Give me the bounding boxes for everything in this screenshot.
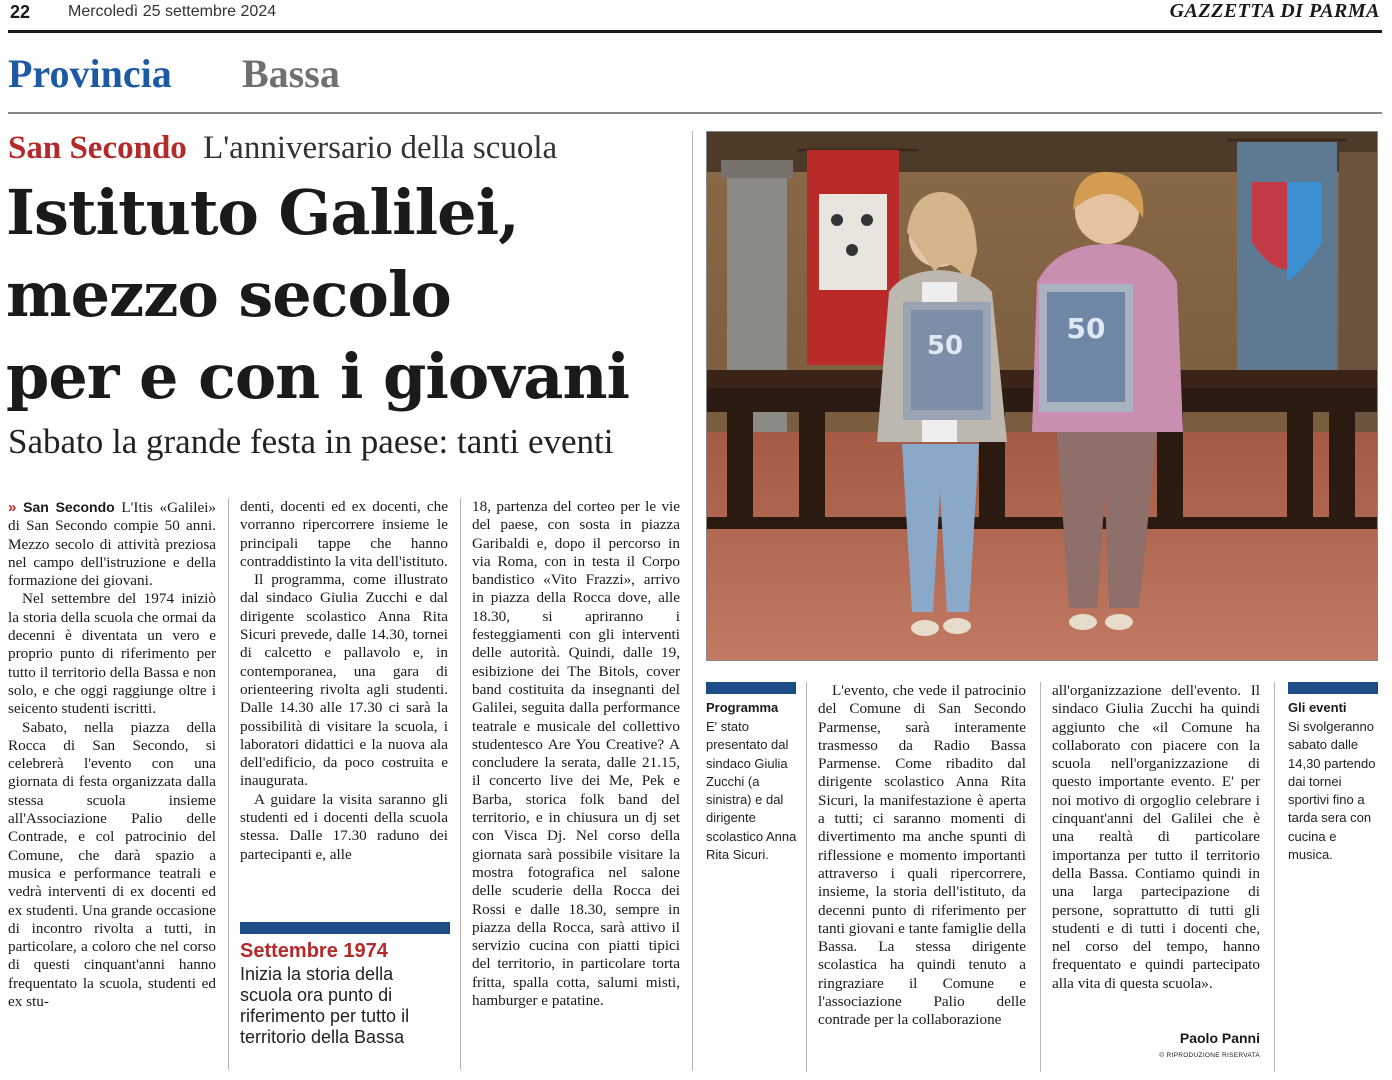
factbox-bar [240,922,450,934]
section-sub: Bassa [242,51,340,96]
article-paragraph: Sabato, nella piazza della Rocca di San Secondo, si celebrerà l'evento con una giornata di festa organizzata dalla stessa scuola insieme all'Associazione Palio delle Contrade, e col patrocinio del Comune, che darà spazio a musica e performance teatrali e vedrà interventi di ex docenti ed ex studenti. Una grande occasione di incontro rivolta a tutti, in particolare, a coloro che nel corso di questi cinquant'anni hanno frequentato la scuola, studenti ed ex stu- [8,718,216,1011]
photo-illustration [707,132,1378,661]
headline-line: per e con i giovani [6,340,630,413]
headline-line: Istituto Galilei, [6,176,519,249]
issue-date: Mercoledì 25 settembre 2024 [68,3,277,20]
column-divider [1274,682,1275,1072]
caption-title: Programma [706,700,779,715]
column-divider [692,131,693,1071]
factbox-title: Settembre 1974 [240,940,388,962]
article-paragraph: Il programma, come illustrato dal sindaco Giulia Zucchi e dal dirigente scolastico Anna Rita Sicuri prevede, dalle 14.30, tornei di calcetto e pallavolo e, in contemporanea, una gara di orienteering rivolta agli studenti. Dalle 14.30 alle 17.30 ci sarà la possibilità di visitare la scuola, i laboratori didattici e la nuova ala dell'edificio, da poco costruita e inaugurata. [240,571,448,790]
column-divider [460,498,461,1070]
headline-line: mezzo secolo [6,258,451,331]
article-column-3 [472,498,680,1073]
kicker-topic: L'anniversario della scuola [203,130,558,166]
article-paragraph: all'organizzazione dell'evento. Il sindaco Giulia Zucchi ha quindi aggiunto che «il Comune ha collaborato con piacere con la scuola nell'organizzazione di questo importante evento. E' per noi motivo di orgoglio celebrare i cinquant'anni del Galilei che è una realtà di particolare importanza per tutto il territorio della Bassa. Contiamo quindi in una larga partecipazione di persone, soprattutto di tutti gli studenti e di tutti i docenti che, nel corso del tempo, hanno frequentato e quindi partecipato alla vita di questa scuola». [1052,682,1260,992]
lead-mark: » [8,499,17,516]
sidebar-title: Gli eventi [1288,700,1347,715]
kicker [8,130,557,167]
copyright-note: © RIPRODUZIONE RISERVATA [1159,1052,1260,1059]
section-header [8,50,340,97]
article-photo [706,131,1378,661]
article-paragraph: Nel settembre del 1974 iniziò la storia della scuola che ormai da decenni è diventata un vero e proprio punto di riferimento per tutto il territorio della Bassa e non solo, e che oggi raggiunge oltre i seicento studenti iscritti. [8,590,216,718]
factbox-text: Inizia la storia della scuola ora punto di riferimento per tutto il territorio della Bassa [240,964,410,1047]
article-paragraph: 18, partenza del corteo per le vie del paese, con sosta in piazza Garibaldi e, dopo il percorso in via Roma, con in testa il Corpo bandistico «Vito Frazzi», arrivo in piazza della Rocca dove, alle 18.30, si apriranno i festeggiamenti con gli interventi delle autorità. Quindi, dalle 19, esibizione dei The Bitols, cover band costituita da insegnanti del Galilei, seguita dalla performance teatrale e musicale del collettivo studentesco Are You Creative? A concludere la serata, dalle 21.15, il concerto live dei Me, Pek e Barba, storica folk band del territorio, e in chiusura un dj set con Visca Dj. Nel corso della giornata sarà possibile visitare la mostra fotografica nel salone delle scuderie della Rocca dei Rossi e dalle 18.30, sempre in piazza della Rocca, sarà attivo il servizio cucina con piatti tipici del territorio, in particolare torta fritta, spalla cotta, salumi misti, hamburger e patatine. [472,498,680,1010]
lead-place: San Secondo [23,499,115,515]
sidebar-text: Si svolgeranno sabato dalle 14,30 partendo dai tornei sportivi fino a tarda sera con cucina e musica. [1288,719,1376,863]
section-rule [8,112,1382,114]
article-column-2 [240,498,448,908]
column-divider [806,682,807,1072]
article-paragraph: L'evento, che vede il patrocinio del Comune di San Secondo Parmense, sarà interamente trasmesso da Radio Bassa Parmense. Come ribadito dal dirigente scolastico Anna Rita Sicuri, la manifestazione è aperta a tutti; ci saranno momenti di divertimento ma anche spunti di riflessione e momento importanti attraverso i quali ripercorrere, insieme, la storia dell'istituto, da decenni punto di riferimento per tanti giovani e tante famiglie della Bassa. La stessa dirigente scolastica ha quindi tenuto a ringraziare il Comune e l'associazione Palio delle contrade per la collaborazione [818,682,1026,1029]
section-main: Provincia [8,51,172,96]
article-column-1 [8,498,216,1073]
poster-label: 50 [1066,312,1106,345]
poster-label: 50 [926,331,964,361]
masthead: GAZZETTA DI PARMA [1169,0,1380,22]
article-paragraph: A guidare la visita saranno gli studenti ed i docenti della scuola stessa. Dalle 17.30 raduno dei partecipanti e, alle [240,790,448,863]
page-number: 22 [10,2,31,22]
author-signature: Paolo Panni [1179,1030,1260,1046]
page-header [8,0,1382,28]
kicker-place: San Secondo [8,130,187,166]
caption-text: E' stato presentato dal sindaco Giulia Zucchi (a sinistra) e dal dirigente scolastico Anna Rita Sicuri. [706,719,797,863]
caption-bar [706,682,796,694]
article-paragraph [8,498,216,590]
article-paragraph: denti, docenti ed ex docenti, che vorranno ripercorrere insieme le principali tappe che hanno contraddistinto la vita dell'istituto. [240,498,448,570]
header-rule [8,30,1382,33]
article-column-6 [1052,682,1260,1027]
headline [6,172,686,418]
column-divider [1040,682,1041,1072]
subheadline: Sabato la grande festa in paese: tanti eventi [8,422,614,461]
sidebar-bar [1288,682,1378,694]
paragraph-text: L'Itis «Galilei» di San Secondo compie 50 anni. Mezzo secolo di attività preziosa nel campo dell'istruzione e della formazione dei giovani. [8,499,216,590]
column-divider [228,498,229,1070]
article-column-5 [818,682,1026,1073]
